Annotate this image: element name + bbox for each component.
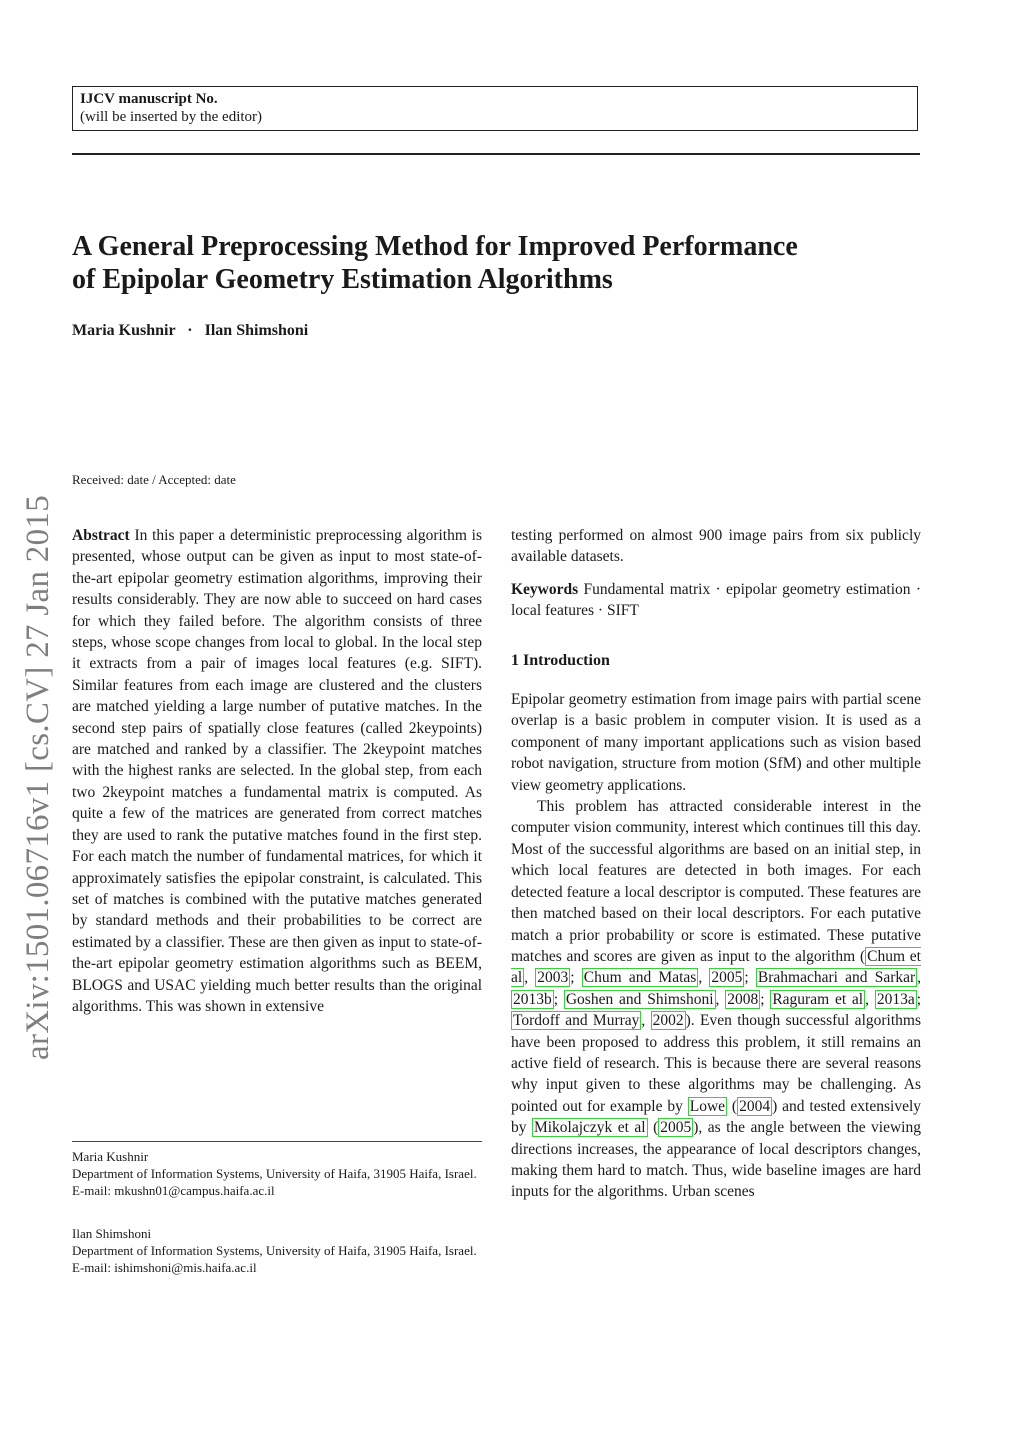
title-line-1: A General Preprocessing Method for Improved Performance	[72, 231, 798, 262]
keywords	[511, 579, 921, 622]
citation-link[interactable]: Goshen and Shimshoni	[565, 990, 714, 1008]
citation-link[interactable]: 2013a	[876, 990, 915, 1008]
citation-link[interactable]: 2008	[727, 990, 759, 1008]
manuscript-label: IJCV manuscript No.	[80, 91, 218, 107]
citation-link[interactable]: Brahmachari and Sarkar	[757, 969, 916, 987]
abstract-text: In this paper a deterministic preprocessing algorithm is presented, whose output can be given as input to most state-of-the-art epipolar geometry estimation algorithms, improving their results considerably. They are now able to succeed on hard cases for which they failed before. The algorithm consists of three steps, whose scope changes from local to global. In the local step it extracts from a pair of images local features (e.g. SIFT). Similar features from each image are clustered and the clusters are matched yielding a large number of putative matches. In the second step pairs of spatially close features (called 2keypoints) are matched and ranked by a classifier. The 2keypoint matches with the highest ranks are selected. In the global step, from each two 2keypoint matches a fundamental matrix is computed. As quite a few of the matrices are generated from correct matches they are used to rank the putative matches found in the first step. For each match the number of fundamental matrices, for which it approximately satisfies the epipolar constraint, is calculated. This set of matches is combined with the putative matches generated by standard methods and their probabilities to be correct are estimated by a classifier. These are then given as input to state-of-the-art epipolar geometry estimation algorithms such as BEEM, BLOGS and USAC yielding much better results than the original algorithms. This was shown in extensive	[72, 527, 483, 1015]
keywords-text: Fundamental matrix · epipolar geometry estimation · local features · SIFT	[511, 580, 922, 620]
author-affiliation	[72, 1225, 482, 1276]
author-affiliation	[72, 1148, 482, 1199]
paper-title	[72, 230, 932, 296]
abstract-column	[72, 525, 482, 1017]
affiliation-name: Maria Kushnir	[72, 1149, 149, 1164]
author-separator: ·	[187, 322, 193, 339]
right-column	[511, 525, 921, 1203]
footnote-rule	[72, 1141, 482, 1142]
manuscript-info-box	[72, 86, 918, 131]
keywords-label: Keywords	[511, 580, 579, 598]
affiliation-dept: Department of Information Systems, University of Haifa, 31905 Haifa, Israel.	[72, 1166, 477, 1181]
intro-paragraph: This problem has attracted considerable interest in the computer vision community, interest which continues till this day. Most of the successful algorithms are based on an initial step, in which local features are detected in both images. For each detected feature a local descriptor is computed. These features are then matched based on their local descriptors. For each putative match a prior probability or score is estimated. These putative matches and scores are given as input to the algorithm ( Chum et al , 2003 ; Chum and Matas , 2005 ; Brahmachari and Sarkar , 2013b ; Goshen and Shimshoni , 2008 ; Raguram et al , 2013a ; Tordoff and Murray , 2002 ). Even though successful algorithms have been proposed to address this problem, it still remains an active field of research. This is because there are several reasons why input given to these algorithms may be challenging. As pointed out for example by Lowe ( 2004 ) and tested extensively by Mikolajczyk et al ( 2005 ), as the angle between the viewing directions increases, the appearance of local descriptors changes, making them hard to match. Thus, wide baseline images are hard inputs for the algorithms. Urban scenes	[511, 798, 922, 1201]
title-line-2: of Epipolar Geometry Estimation Algorithms	[72, 264, 613, 295]
affiliation-name: Ilan Shimshoni	[72, 1226, 152, 1241]
citation-link[interactable]: Mikolajczyk et al	[533, 1119, 646, 1137]
citation-link[interactable]: Chum and Matas	[583, 969, 697, 987]
citation-link[interactable]: 2003	[537, 969, 569, 987]
arxiv-stamp: arXiv:1501.06716v1 [cs.CV] 27 Jan 2015	[20, 494, 56, 1060]
affiliation-dept: Department of Information Systems, University of Haifa, 31905 Haifa, Israel.	[72, 1243, 477, 1258]
paragraph-text: and tested extensively by	[511, 1097, 922, 1137]
abstract-continued: testing performed on almost 900 image pairs from six publicly available datasets.	[511, 527, 921, 566]
paragraph-text: This problem has attracted considerable interest in the computer vision community, interest which continues till this day. Most of the successful algorithms are based on an initial step, in which local features are detected in both images. For each detected feature a local descriptor is computed. These features are then matched based on their local descriptors. For each putative match a prior probability or score is estimated. These putative matches and scores are given as input to the algorithm (	[511, 798, 921, 965]
citation-link[interactable]: Raguram et al	[772, 990, 864, 1008]
editor-note: (will be inserted by the editor)	[80, 109, 263, 125]
paragraph-text: ). Even though successful algorithms have been proposed to address this problem, it still remains an active field of research. This is because there are several reasons why input given to these algorithms may be challenging. As pointed out for example by	[511, 1012, 921, 1115]
citation-link[interactable]: Lowe	[689, 1097, 726, 1115]
abstract-label: Abstract	[72, 527, 130, 544]
header-rule	[72, 153, 920, 155]
intro-paragraph: Epipolar geometry estimation from image pairs with partial scene overlap is a basic problem in computer vision. It is used as a component of many important applications such as vision based robot navigation, structure from motion (SfM) and other multiple view geometry applications.	[511, 691, 921, 794]
author-list	[72, 322, 308, 340]
citation-link[interactable]: Tordoff and Murray	[513, 1012, 640, 1030]
received-date: Received: date / Accepted: date	[72, 472, 236, 487]
author-name: Ilan Shimshoni	[204, 322, 309, 339]
citation-link[interactable]: 2005	[711, 969, 743, 987]
section-heading: 1 Introduction	[511, 651, 610, 669]
affiliation-email: E-mail: mkushn01@campus.haifa.ac.il	[72, 1183, 275, 1198]
abstract	[72, 525, 482, 1017]
citation-link[interactable]: Chum et al	[511, 947, 921, 987]
author-name: Maria Kushnir	[72, 322, 176, 339]
citation-link[interactable]: 2004	[739, 1097, 771, 1115]
affiliation-email: E-mail: ishimshoni@mis.haifa.ac.il	[72, 1260, 257, 1275]
citation-link[interactable]: 2002	[652, 1012, 684, 1030]
citation-link[interactable]: 2013b	[513, 990, 552, 1008]
citation-link[interactable]: 2005	[660, 1119, 692, 1137]
paragraph-text: , as the angle between the viewing directions increases, the appearance of local descriptors changes, making them hard to match. Thus, wide baseline images are hard inputs for the algorithms. Urban scenes	[511, 1119, 921, 1201]
